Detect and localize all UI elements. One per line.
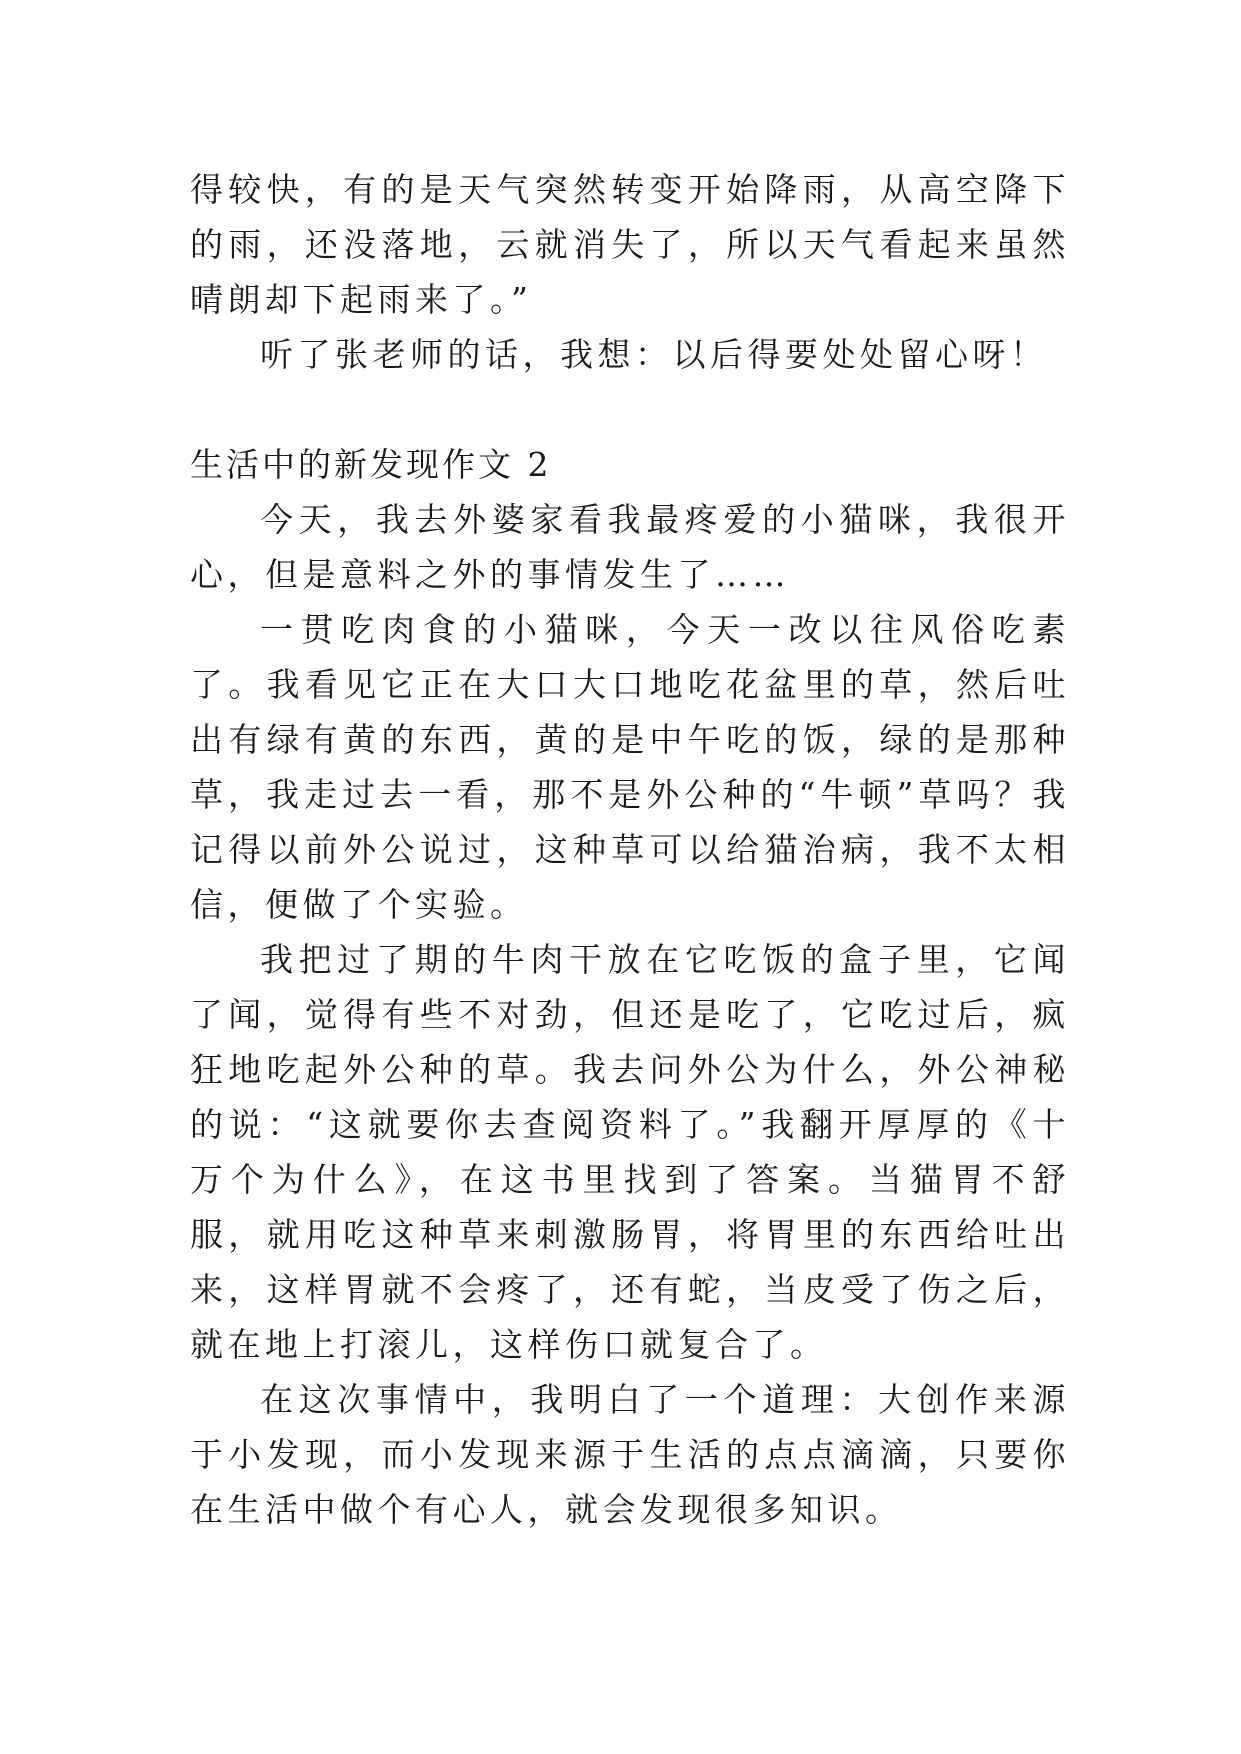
paragraph-4: 在这次事情中，我明白了一个道理：大创作来源于小发现，而小发现来源于生活的点点滴滴，只要你在生活中做个有心人，就会发现很多知识。 [190, 1380, 1070, 1529]
paragraph-2: 一贯吃肉食的小猫咪，今天一改以往风俗吃素了。我看见它正在大口大口地吃花盆里的草，然后吐出有绿有黄的东西，黄的是中午吃的饭，绿的是那种草，我走过去一看，那不是外公种的“牛顿”草吗？我记得以前外公说过，这种草可以给猫治病，我不太相信，便做了个实验。 [190, 610, 1070, 924]
document-body [190, 162, 1070, 1537]
paragraph-1: 今天，我去外婆家看我最疼爱的小猫咪，我很开心，但是意料之外的事情发生了…… [190, 500, 1070, 594]
section-title: 生活中的新发现作文 2 [190, 445, 552, 484]
paragraph-3: 我把过了期的牛肉干放在它吃饭的盒子里，它闻了闻，觉得有些不对劲，但还是吃了，它吃过后，疯狂地吃起外公种的草。我去问外公为什么，外公神秘的说：“这就要你去查阅资料了。”我翻开厚厚的《十万个为什么》，在这书里找到了答案。当猫胃不舒服，就用吃这种草来刺激肠胃，将胃里的东西给吐出来，这样胃就不会疼了，还有蛇，当皮受了伤之后，就在地上打滚儿，这样伤口就复合了。 [190, 940, 1070, 1364]
continued-paragraph: 得较快，有的是天气突然转变开始降雨，从高空降下的雨，还没落地，云就消失了，所以天气看起来虽然晴朗却下起雨来了。” [190, 170, 1070, 319]
closing-paragraph: 听了张老师的话，我想：以后得要处处留心呀！ [260, 335, 1048, 374]
